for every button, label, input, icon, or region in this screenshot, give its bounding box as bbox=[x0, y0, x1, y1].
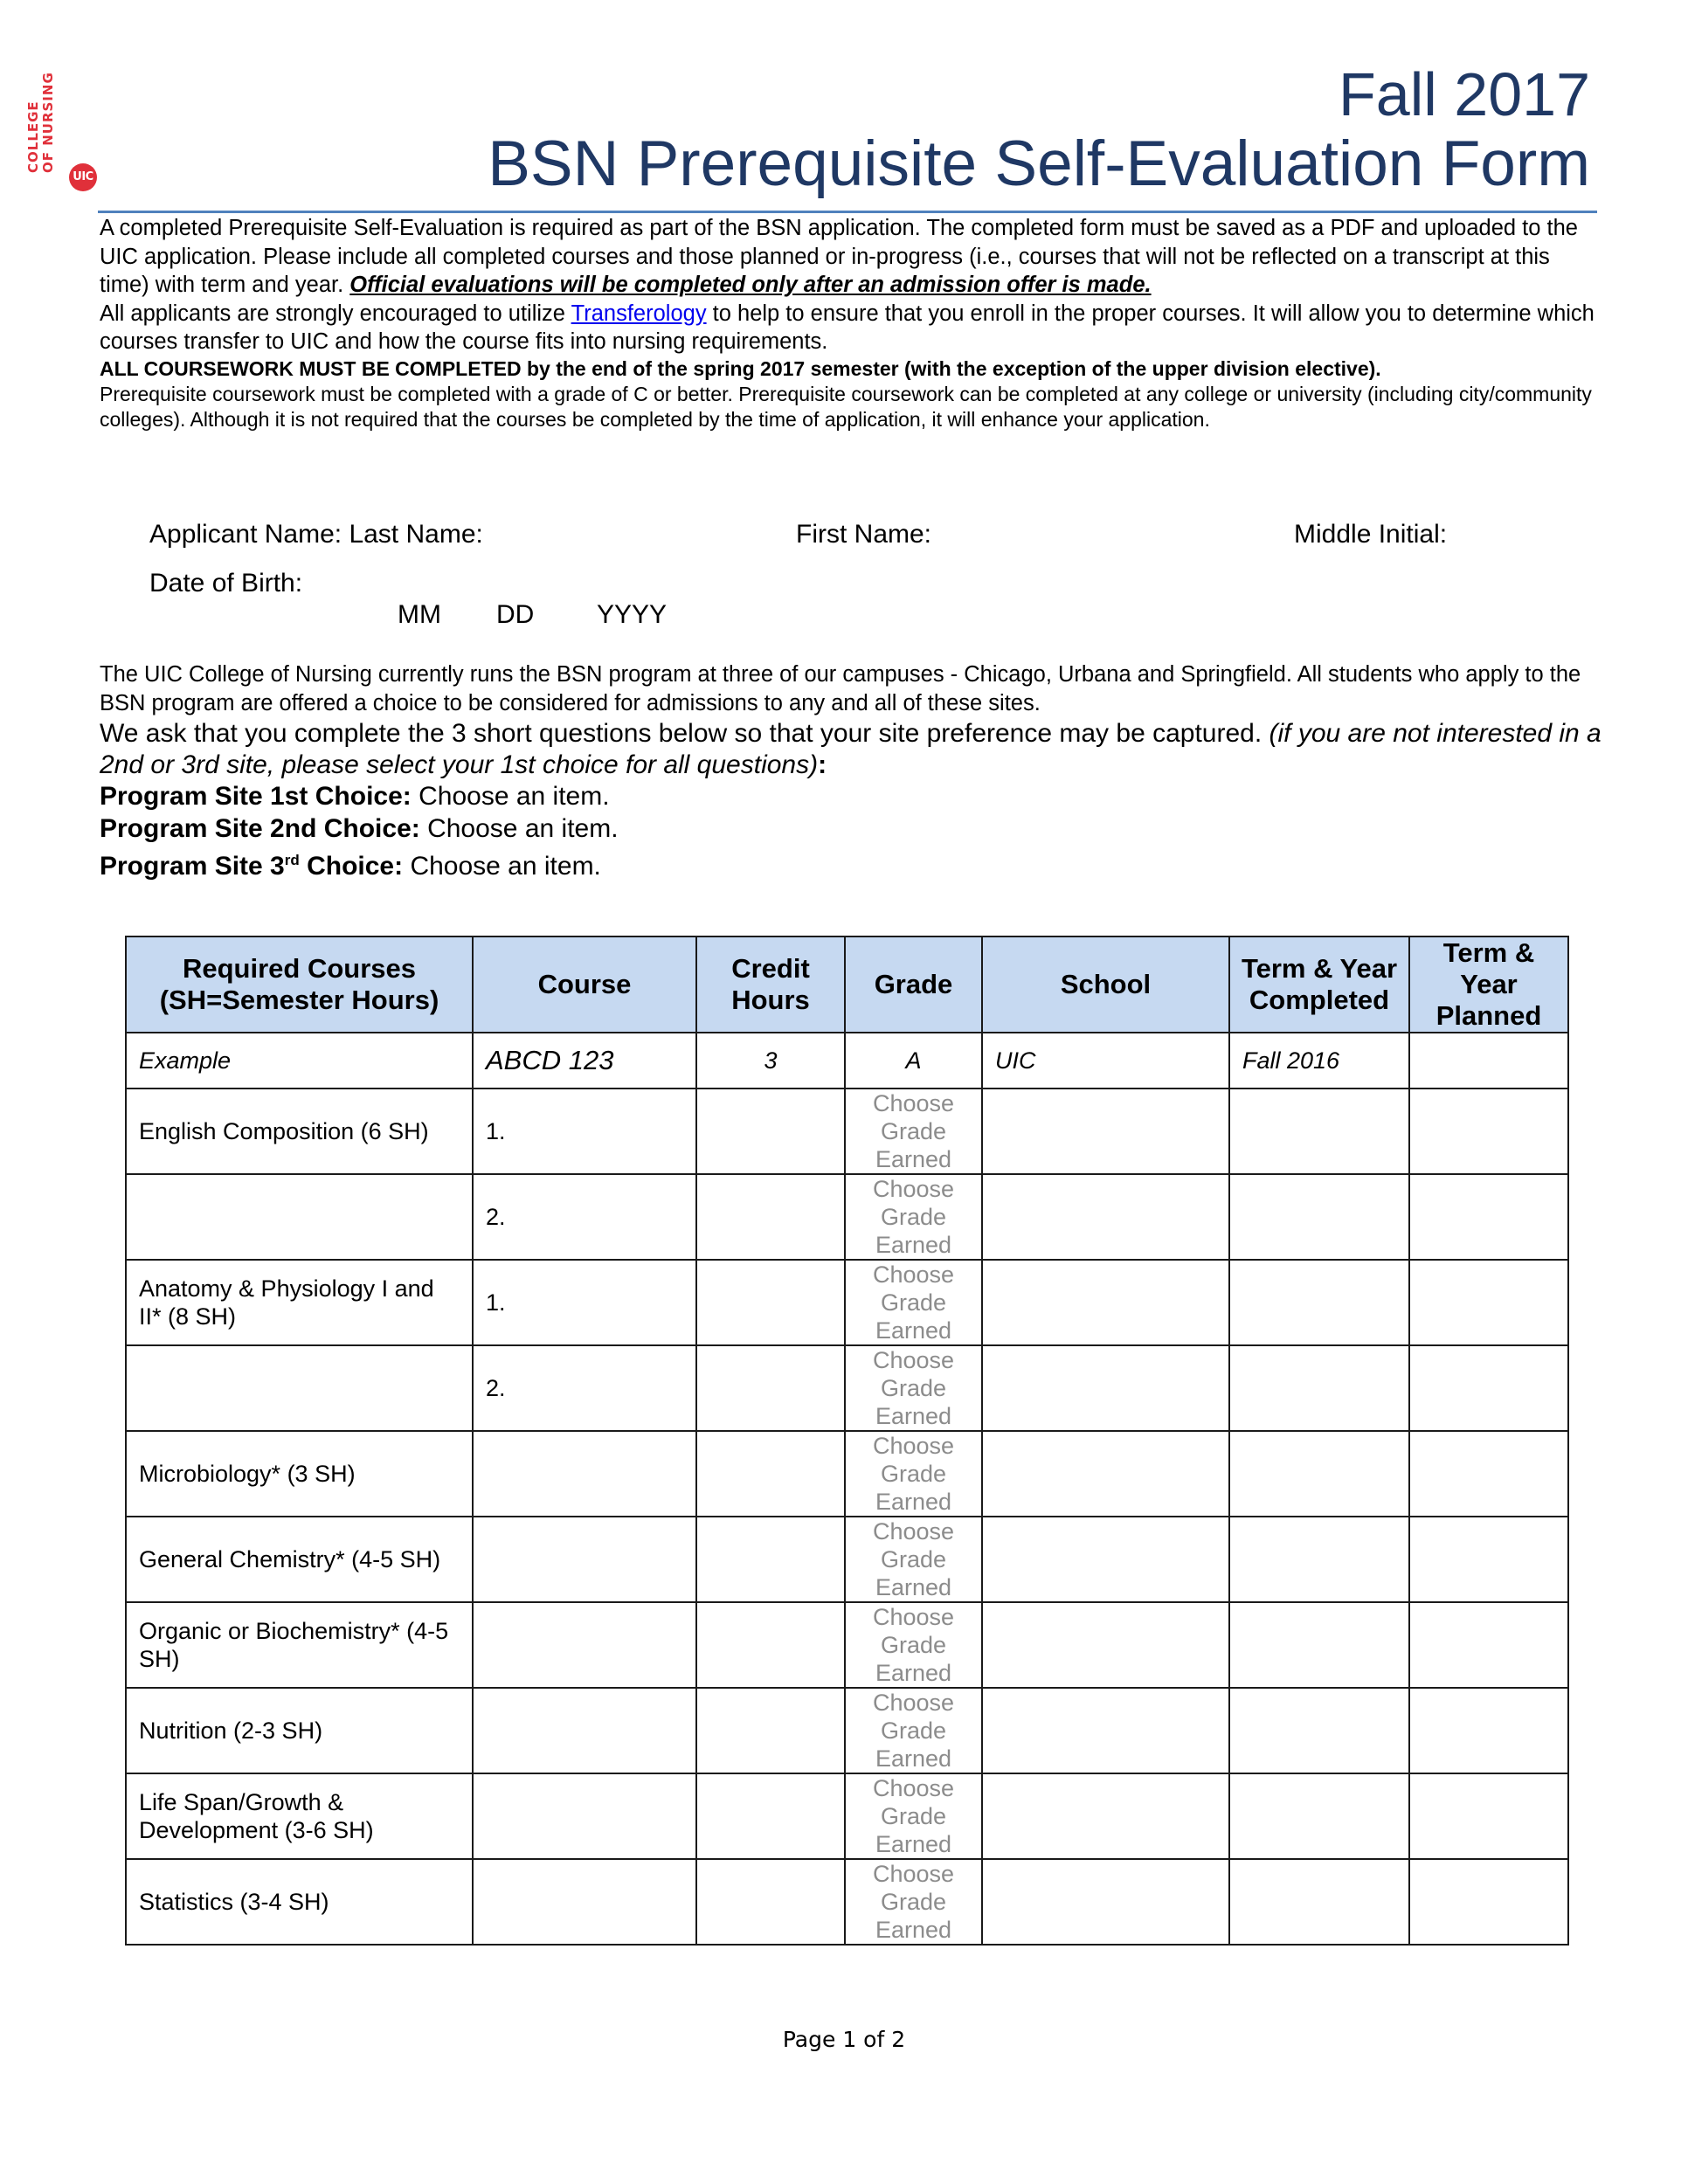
site-choice-2 bbox=[100, 813, 1602, 846]
example-credit-hours: 3 bbox=[696, 1033, 845, 1089]
instructions-paragraph-2 bbox=[100, 300, 1602, 356]
logo-line-college: COLLEGE bbox=[25, 100, 41, 173]
course-input[interactable]: 1. bbox=[473, 1089, 696, 1174]
required-course bbox=[126, 1174, 473, 1260]
term-completed-input[interactable] bbox=[1229, 1345, 1409, 1431]
site-choice-3-label-post: Choice: bbox=[299, 852, 404, 881]
example-grade: A bbox=[845, 1033, 982, 1089]
header-term-year-completed: Term & Year Completed bbox=[1229, 936, 1409, 1033]
school-input[interactable] bbox=[982, 1174, 1229, 1260]
table-header-row bbox=[126, 936, 1568, 1033]
credit-hours-input[interactable] bbox=[696, 1517, 845, 1602]
term-completed-input[interactable] bbox=[1229, 1859, 1409, 1945]
school-input[interactable] bbox=[982, 1089, 1229, 1174]
prerequisite-course-table bbox=[125, 936, 1569, 1946]
site-question-colon: : bbox=[818, 750, 827, 779]
instructions-paragraph-1 bbox=[100, 214, 1602, 300]
school-input[interactable] bbox=[982, 1517, 1229, 1602]
college-of-nursing-logo-text bbox=[26, 51, 61, 173]
site-choice-3-label-pre: Program Site 3 bbox=[100, 852, 285, 881]
required-course: Life Span/Growth & Development (3-6 SH) bbox=[126, 1773, 473, 1859]
course-input[interactable]: 1. bbox=[473, 1260, 696, 1345]
grade-dropdown[interactable]: Choose Grade Earned bbox=[845, 1174, 982, 1260]
table-row bbox=[126, 1260, 1568, 1345]
term-planned-input[interactable] bbox=[1409, 1773, 1568, 1859]
course-input[interactable]: 2. bbox=[473, 1345, 696, 1431]
example-term-planned bbox=[1409, 1033, 1568, 1089]
required-course: Statistics (3-4 SH) bbox=[126, 1859, 473, 1945]
course-input[interactable] bbox=[473, 1602, 696, 1688]
required-course: Microbiology* (3 SH) bbox=[126, 1431, 473, 1517]
grade-dropdown[interactable]: Choose Grade Earned bbox=[845, 1688, 982, 1773]
required-course: Organic or Biochemistry* (4-5 SH) bbox=[126, 1602, 473, 1688]
grade-requirement-note: Prerequisite coursework must be completed with a grade of C or better. Prerequisite coursework can be completed at any college or university (including city/community colleges). Although it is not required that the courses be completed by the time of application, it will enhance your application. bbox=[100, 382, 1592, 431]
course-input[interactable]: 2. bbox=[473, 1174, 696, 1260]
term-planned-input[interactable] bbox=[1409, 1345, 1568, 1431]
header-required-courses: Required Courses (SH=Semester Hours) bbox=[126, 936, 473, 1033]
site-intro: The UIC College of Nursing currently runs the BSN program at three of our campuses - Chicago, Urbana and Springfield. All students who apply to the BSN program are offered a choice to be considered for admissions to any and all of these sites. bbox=[100, 662, 1581, 715]
term-completed-input[interactable] bbox=[1229, 1688, 1409, 1773]
credit-hours-input[interactable] bbox=[696, 1174, 845, 1260]
credit-hours-input[interactable] bbox=[696, 1859, 845, 1945]
page-number: Page 1 of 2 bbox=[782, 2027, 906, 2052]
grade-dropdown[interactable]: Choose Grade Earned bbox=[845, 1773, 982, 1859]
site-choice-3-dropdown[interactable]: Choose an item. bbox=[403, 852, 601, 881]
term-planned-input[interactable] bbox=[1409, 1688, 1568, 1773]
dob-month-field[interactable]: MM bbox=[398, 600, 441, 629]
table-row bbox=[126, 1688, 1568, 1773]
school-input[interactable] bbox=[982, 1431, 1229, 1517]
course-input[interactable] bbox=[473, 1517, 696, 1602]
instructions-text: A completed Prerequisite Self-Evaluation is required as part of the BSN application. The completed form must be saved as a PDF and uploaded to the UIC application. Please include all completed courses and those planned or in-progress (i.e., courses that will not be reflected on a transcript at this time) with term and year. bbox=[100, 216, 1578, 297]
table-row bbox=[126, 1089, 1568, 1174]
first-name-label: First Name: bbox=[796, 520, 932, 549]
required-course: Anatomy & Physiology I and II* (8 SH) bbox=[126, 1260, 473, 1345]
first-name-field[interactable] bbox=[796, 519, 931, 550]
site-choice-1 bbox=[100, 781, 1602, 813]
site-choice-2-label: Program Site 2nd Choice: bbox=[100, 813, 420, 843]
term-planned-input[interactable] bbox=[1409, 1517, 1568, 1602]
page-title: BSN Prerequisite Self-Evaluation Form bbox=[488, 128, 1590, 199]
header-credit-hours: Credit Hours bbox=[696, 936, 845, 1033]
term-planned-input[interactable] bbox=[1409, 1859, 1568, 1945]
term-heading: Fall 2017 bbox=[1339, 60, 1590, 128]
last-name-field[interactable] bbox=[149, 519, 483, 550]
example-required: Example bbox=[126, 1033, 473, 1089]
dob-year-field[interactable]: YYYY bbox=[597, 600, 668, 629]
header-term-year-planned: Term & Year Planned bbox=[1409, 936, 1568, 1033]
dob-day-field[interactable]: DD bbox=[496, 600, 535, 629]
term-completed-input[interactable] bbox=[1229, 1089, 1409, 1174]
term-completed-input[interactable] bbox=[1229, 1260, 1409, 1345]
school-input[interactable] bbox=[982, 1602, 1229, 1688]
site-question-note: (if you are not interested in a 2nd or 3rd site, please select your 1st choice for all questions) bbox=[100, 719, 1602, 779]
coursework-deadline-note: ALL COURSEWORK MUST BE COMPLETED by the end of the spring 2017 semester (with the exception of the upper division elective). bbox=[100, 356, 1381, 380]
site-choice-1-dropdown[interactable]: Choose an item. bbox=[411, 782, 610, 811]
site-choice-2-dropdown[interactable]: Choose an item. bbox=[419, 813, 619, 843]
required-course: Nutrition (2-3 SH) bbox=[126, 1688, 473, 1773]
term-completed-input[interactable] bbox=[1229, 1602, 1409, 1688]
transferology-link[interactable]: Transferology bbox=[571, 301, 707, 326]
site-choice-3-label-sup: rd bbox=[284, 852, 300, 868]
uic-badge-icon: UIC bbox=[69, 163, 97, 191]
middle-initial-field[interactable] bbox=[1294, 519, 1447, 550]
table-row bbox=[126, 1174, 1568, 1260]
credit-hours-input[interactable] bbox=[696, 1260, 845, 1345]
school-input[interactable] bbox=[982, 1345, 1229, 1431]
term-planned-input[interactable] bbox=[1409, 1431, 1568, 1517]
required-course: English Composition (6 SH) bbox=[126, 1089, 473, 1174]
header-school: School bbox=[982, 936, 1229, 1033]
transferology-lead-text: All applicants are strongly encouraged to utilize bbox=[100, 301, 571, 326]
credit-hours-input[interactable] bbox=[696, 1431, 845, 1517]
term-completed-input[interactable] bbox=[1229, 1517, 1409, 1602]
table-row bbox=[126, 1345, 1568, 1431]
term-planned-input[interactable] bbox=[1409, 1174, 1568, 1260]
course-input[interactable] bbox=[473, 1688, 696, 1773]
table-row bbox=[126, 1859, 1568, 1945]
instructions bbox=[100, 214, 1602, 432]
term-planned-input[interactable] bbox=[1409, 1260, 1568, 1345]
credit-hours-input[interactable] bbox=[696, 1089, 845, 1174]
site-preference-section bbox=[100, 660, 1602, 883]
dob-label: Date of Birth: bbox=[149, 569, 303, 598]
last-name-label: Applicant Name: Last Name: bbox=[149, 520, 483, 549]
course-input[interactable] bbox=[473, 1859, 696, 1945]
school-input[interactable] bbox=[982, 1260, 1229, 1345]
term-completed-input[interactable] bbox=[1229, 1174, 1409, 1260]
grade-dropdown[interactable]: Choose Grade Earned bbox=[845, 1859, 982, 1945]
table-row bbox=[126, 1602, 1568, 1688]
grade-dropdown[interactable]: Choose Grade Earned bbox=[845, 1345, 982, 1431]
credit-hours-input[interactable] bbox=[696, 1688, 845, 1773]
logo-line-of-nursing: OF NURSING bbox=[40, 72, 56, 173]
term-completed-input[interactable] bbox=[1229, 1773, 1409, 1859]
course-input[interactable] bbox=[473, 1431, 696, 1517]
transferology-trail-text: to help to ensure that you enroll in the proper courses. It will allow you to determine which courses transfer to UIC and how the course fits into nursing requirements. bbox=[100, 301, 1595, 354]
example-school: UIC bbox=[982, 1033, 1229, 1089]
required-course bbox=[126, 1345, 473, 1431]
term-planned-input[interactable] bbox=[1409, 1602, 1568, 1688]
example-row bbox=[126, 1033, 1568, 1089]
required-course: General Chemistry* (4-5 SH) bbox=[126, 1517, 473, 1602]
grade-dropdown[interactable]: Choose Grade Earned bbox=[845, 1602, 982, 1688]
credit-hours-input[interactable] bbox=[696, 1602, 845, 1688]
middle-initial-label: Middle Initial: bbox=[1294, 520, 1448, 549]
term-completed-input[interactable] bbox=[1229, 1431, 1409, 1517]
example-term-completed: Fall 2016 bbox=[1229, 1033, 1409, 1089]
credit-hours-input[interactable] bbox=[696, 1345, 845, 1431]
school-input[interactable] bbox=[982, 1859, 1229, 1945]
school-input[interactable] bbox=[982, 1688, 1229, 1773]
site-choice-1-label: Program Site 1st Choice: bbox=[100, 782, 412, 811]
header-grade: Grade bbox=[845, 936, 982, 1033]
site-question-text: We ask that you complete the 3 short questions below so that your site preference may be captured. bbox=[100, 719, 1269, 748]
credit-hours-input[interactable] bbox=[696, 1773, 845, 1859]
table-row bbox=[126, 1431, 1568, 1517]
site-question-intro bbox=[100, 718, 1602, 781]
table-row bbox=[126, 1773, 1568, 1859]
term-planned-input[interactable] bbox=[1409, 1089, 1568, 1174]
course-input[interactable] bbox=[473, 1773, 696, 1859]
example-course: ABCD 123 bbox=[473, 1033, 696, 1089]
grade-dropdown[interactable]: Choose Grade Earned bbox=[845, 1089, 982, 1174]
school-input[interactable] bbox=[982, 1773, 1229, 1859]
table-row bbox=[126, 1517, 1568, 1602]
site-choice-3-label bbox=[100, 852, 403, 881]
official-evaluations-note: Official evaluations will be completed only after an admission offer is made. bbox=[349, 273, 1152, 297]
grade-dropdown[interactable]: Choose Grade Earned bbox=[845, 1260, 982, 1345]
grade-dropdown[interactable]: Choose Grade Earned bbox=[845, 1517, 982, 1602]
title-divider bbox=[98, 211, 1597, 213]
header-course: Course bbox=[473, 936, 696, 1033]
site-choice-3 bbox=[100, 845, 1602, 883]
grade-dropdown[interactable]: Choose Grade Earned bbox=[845, 1431, 982, 1517]
